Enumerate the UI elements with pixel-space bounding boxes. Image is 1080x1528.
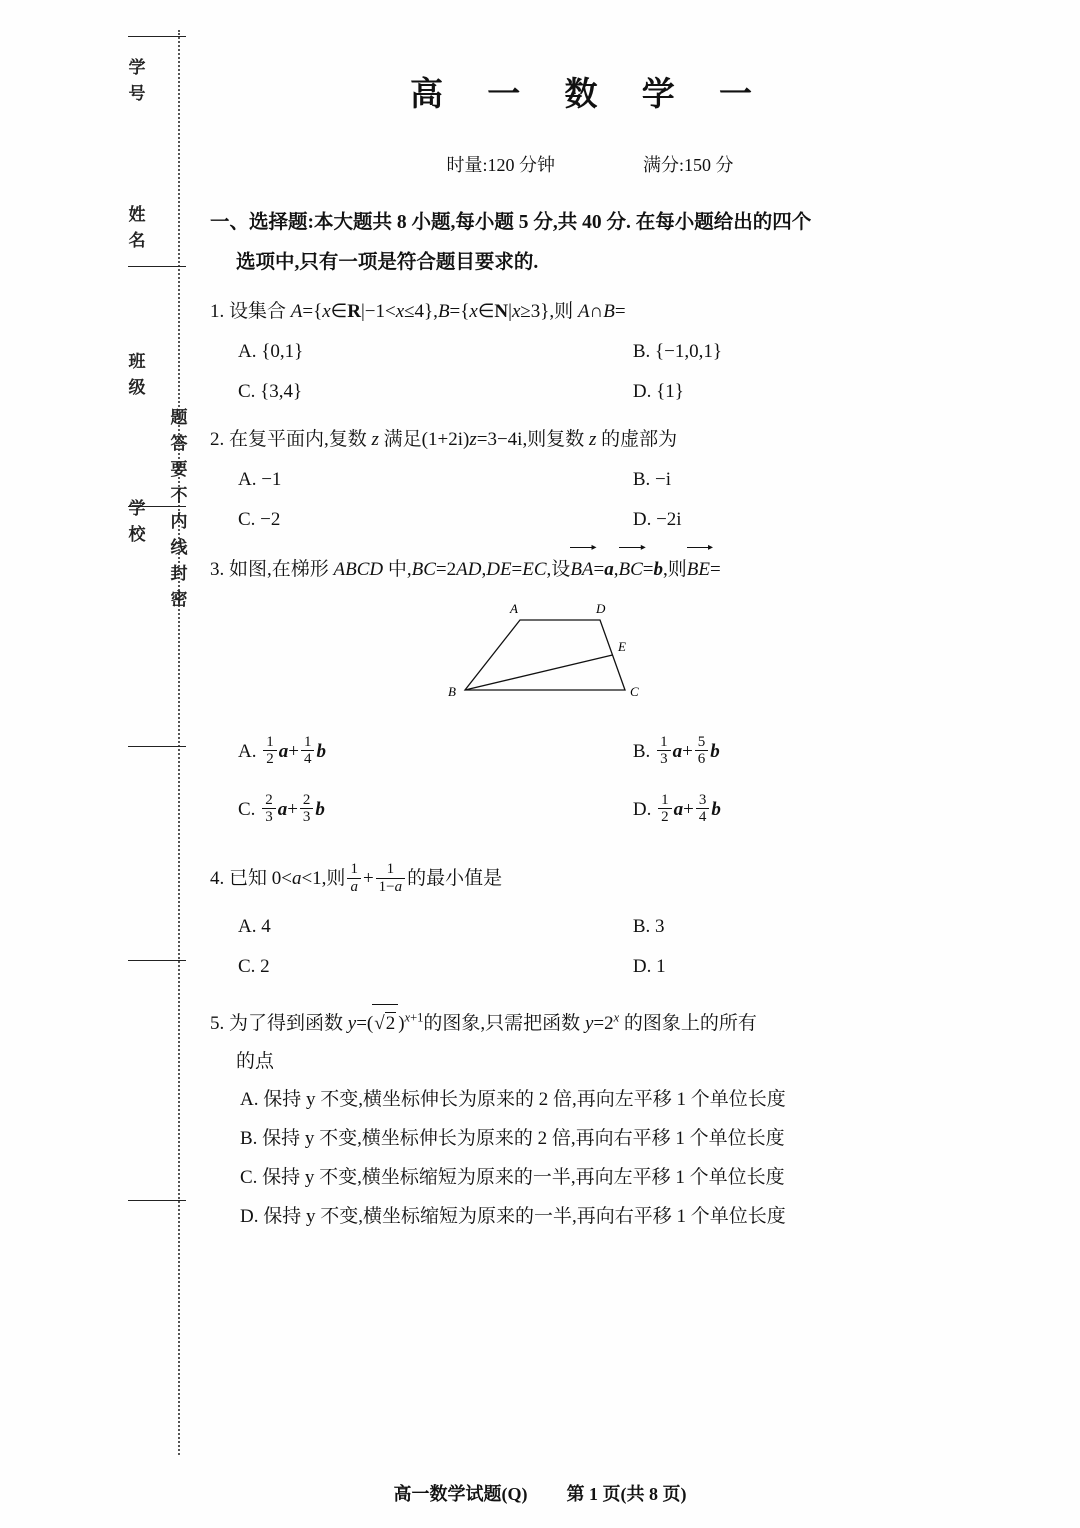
svg-text:D: D <box>596 600 606 616</box>
question-5 <box>210 1004 970 1237</box>
question-2-stem: 2. 在复平面内,复数 z 满足(1+2i)z=3−4i,则复数 z 的虚部为 <box>210 428 678 450</box>
exam-meta <box>210 151 970 177</box>
seal-rule <box>128 1200 186 1201</box>
option-d[interactable]: D. −2i <box>632 508 682 530</box>
question-3-options <box>210 724 970 780</box>
question-1 <box>210 293 970 411</box>
option-c[interactable]: C. {3,4} <box>238 380 303 402</box>
seal-outer-column <box>120 50 154 552</box>
seal-char: 学 <box>128 499 146 518</box>
svg-text:E: E <box>618 638 626 654</box>
time-limit: 时量:120 分钟 <box>446 155 555 175</box>
question-4-stem: 4. 已知 0<a<1,则 $\frac{1}{a}$ + $\frac{1}{1-a}$ 的最小值是 <box>210 861 503 896</box>
seal-char: 答 <box>170 434 188 453</box>
seal-char: 封 <box>170 564 188 583</box>
seal-inner-column <box>162 400 196 617</box>
section-heading <box>210 203 970 283</box>
seal-rule <box>128 36 186 37</box>
option-b[interactable]: B. 保持 y 不变,横坐标伸长为原来的 2 倍,再向右平移 1 个单位长度 <box>240 1127 785 1149</box>
page-title: 高 一 数 学 一 <box>410 77 770 113</box>
question-2-options <box>210 461 970 499</box>
option-b[interactable]: B. {−1,0,1} <box>632 340 723 362</box>
option-d[interactable]: D. {1} <box>632 380 684 402</box>
option-d[interactable]: D. 1 <box>632 955 666 977</box>
seal-char: 班 <box>128 352 146 371</box>
option-a[interactable]: A. 4 <box>238 915 271 937</box>
section-heading-line1: 一、选择题:本大题共 8 小题,每小题 5 分,共 40 分. 在每小题给出的四个 <box>210 212 812 233</box>
seal-char: 要 <box>170 460 188 479</box>
seal-rule <box>128 960 186 961</box>
page-footer <box>0 1480 1080 1506</box>
question-1-options <box>210 333 970 371</box>
footer-exam-name: 高一数学试题(Q) <box>393 1484 528 1504</box>
seal-char: 姓 <box>128 205 146 224</box>
section-heading-line2: 选项中,只有一项是符合题目要求的. <box>236 251 539 273</box>
trapezoid-svg <box>440 595 740 710</box>
option-c[interactable]: C. 2 <box>238 955 270 977</box>
option-b[interactable]: B. −i <box>632 468 672 490</box>
seal-char: 线 <box>170 538 188 557</box>
question-5-stem: 5. 为了得到函数 y=(√2 )$^{x+1}$的图象,只需把函数 $y=2^x$ 的图象上的所有 <box>210 1004 970 1043</box>
seal-char: 密 <box>170 590 188 609</box>
seal-char: 级 <box>128 378 146 397</box>
option-d[interactable]: D. 保持 y 不变,横坐标缩短为原来的一半,再向右平移 1 个单位长度 <box>240 1205 786 1227</box>
question-5-stem-cont: 的点 <box>236 1050 275 1072</box>
option-c[interactable]: C. 保持 y 不变,横坐标缩短为原来的一半,再向左平移 1 个单位长度 <box>240 1166 785 1188</box>
seal-char: 校 <box>128 525 146 544</box>
question-2 <box>210 421 970 539</box>
seal-rule <box>128 746 186 747</box>
seal-char: 号 <box>128 84 146 103</box>
question-4 <box>210 860 970 986</box>
option-b[interactable]: B. $\frac{1}{3}$ a + $\frac{5}{6}$ b <box>632 733 720 768</box>
option-c[interactable]: C. $\frac{2}{3}$ a + $\frac{2}{3}$ b <box>238 791 325 826</box>
option-c[interactable]: C. −2 <box>238 508 281 530</box>
footer-page-number: 第 1 页(共 8 页) <box>566 1484 687 1504</box>
option-a[interactable]: A. 保持 y 不变,横坐标伸长为原来的 2 倍,再向左平移 1 个单位长度 <box>240 1088 786 1110</box>
svg-text:B: B <box>448 683 456 699</box>
seal-char: 内 <box>170 512 188 531</box>
seal-char: 名 <box>128 231 146 250</box>
question-3 <box>210 541 970 838</box>
svg-text:A: A <box>510 600 518 616</box>
question-4-options <box>210 908 970 946</box>
exam-content <box>210 28 970 1237</box>
option-a[interactable]: A. {0,1} <box>238 340 304 362</box>
seal-char: 学 <box>128 58 146 77</box>
option-d[interactable]: D. $\frac{1}{2}$ a + $\frac{3}{4}$ b <box>632 791 721 826</box>
full-score: 满分:150 分 <box>643 155 734 175</box>
trapezoid-figure <box>440 595 740 710</box>
question-1-stem: 1. 设集合 A={x∈R|−1<x≤4},B={x∈N|x≥3},则 A∩B= <box>210 300 626 322</box>
option-a[interactable]: A. $\frac{1}{2}$ a + $\frac{1}{4}$ b <box>238 733 326 768</box>
question-3-stem: 3. 如图,在梯形 ABCD 中,BC=2AD,DE=EC,设BA ▸ =a,BC ▸ =b,则BE ▸ = <box>210 549 970 589</box>
option-a[interactable]: A. −1 <box>238 468 282 490</box>
svg-text:C: C <box>630 683 639 699</box>
seal-char: 不 <box>170 486 188 505</box>
seal-area <box>100 20 210 1460</box>
seal-dotted-line <box>178 30 180 1455</box>
seal-char: 题 <box>170 408 188 427</box>
option-b[interactable]: B. 3 <box>632 915 665 937</box>
